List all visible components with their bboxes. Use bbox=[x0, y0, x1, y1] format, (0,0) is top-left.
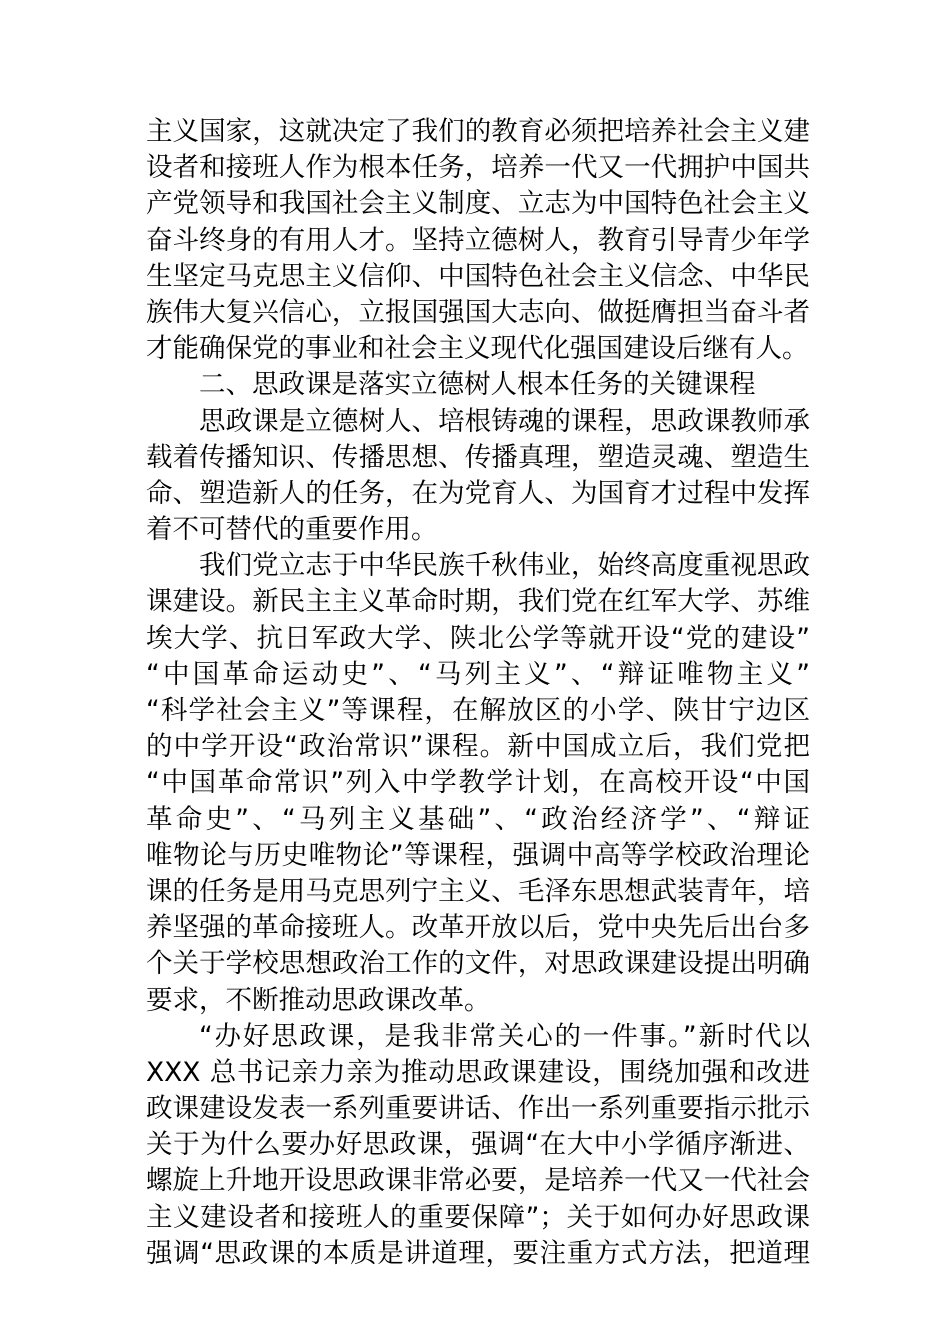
text-line: 课建设。新民主主义革命时期，我们党在红军大学、苏维 bbox=[146, 586, 810, 618]
text-line: 主义建设者和接班人的重要保障”；关于如何办好思政课 bbox=[146, 1201, 810, 1233]
text-line: XXX 总书记亲力亲为推动思政课建设，围绕加强和改进 bbox=[146, 1056, 810, 1088]
text-line: 命、塑造新人的任务，在为党育人、为国育才过程中发挥 bbox=[146, 477, 810, 509]
body-text bbox=[146, 114, 810, 1272]
text-line: “科学社会主义”等课程，在解放区的小学、陕甘宁边区 bbox=[146, 695, 810, 726]
text-line: 才能确保党的事业和社会主义现代化强国建设后继有人。 bbox=[146, 333, 809, 365]
text-line: 唯物论与历史唯物论”等课程，强调中高等学校政治理论 bbox=[146, 839, 810, 871]
text-line: 族伟大复兴信心，立报国强国大志向、做挺膺担当奋斗者 bbox=[146, 296, 810, 328]
text-line: 养坚强的革命接班人。改革开放以后，党中央先后出台多 bbox=[146, 912, 810, 944]
text-line: 主义国家，这就决定了我们的教育必须把培养社会主义建 bbox=[146, 116, 810, 147]
text-line: 我们党立志于中华民族千秋伟业，始终高度重视思政 bbox=[199, 550, 810, 582]
text-line: “办好思政课，是我非常关心的一件事。”新时代以 bbox=[199, 1020, 810, 1052]
text-line: 课的任务是用马克思列宁主义、毛泽东思想武装青年，培 bbox=[146, 875, 810, 907]
text-line: 奋斗终身的有用人才。坚持立德树人，教育引导青少年学 bbox=[146, 224, 810, 256]
text-line: 思政课是立德树人、培根铸魂的课程，思政课教师承 bbox=[199, 405, 810, 437]
text-line: 革命史”、“马列主义基础”、“政治经济学”、“辩证 bbox=[146, 803, 810, 835]
text-line: 产党领导和我国社会主义制度、立志为中国特色社会主义 bbox=[146, 188, 810, 220]
text-line: 生坚定马克思主义信仰、中国特色社会主义信念、中华民 bbox=[146, 260, 810, 292]
text-line: 螺旋上升地开设思政课非常必要，是培养一代又一代社会 bbox=[146, 1165, 810, 1197]
text-line: “中国革命常识”列入中学教学计划，在高校开设“中国 bbox=[146, 767, 810, 799]
text-line: 政课建设发表一系列重要讲话、作出一系列重要指示批示 bbox=[146, 1093, 810, 1125]
text-line: 着不可替代的重要作用。 bbox=[146, 514, 438, 546]
text-line: 个关于学校思想政治工作的文件，对思政课建设提出明确 bbox=[146, 948, 810, 980]
section-heading: 二、思政课是落实立德树人根本任务的关键课程 bbox=[199, 369, 756, 401]
text-line: 要求，不断推动思政课改革。 bbox=[146, 984, 491, 1016]
text-line: 的中学开设“政治常识”课程。新中国成立后，我们党把 bbox=[146, 731, 810, 763]
text-line: “中国革命运动史”、“马列主义”、“辩证唯物主义” bbox=[146, 658, 810, 690]
text-line: 关于为什么要办好思政课，强调“在大中小学循序渐进、 bbox=[146, 1129, 810, 1161]
text-line: 强调“思政课的本质是讲道理，要注重方式方法，把道理 bbox=[146, 1237, 810, 1269]
text-line: 埃大学、抗日军政大学、陕北公学等就开设“党的建设” bbox=[146, 622, 810, 654]
text-line: 设者和接班人作为根本任务，培养一代又一代拥护中国共 bbox=[146, 152, 810, 184]
text-line: 载着传播知识、传播思想、传播真理，塑造灵魂、塑造生 bbox=[146, 441, 810, 473]
